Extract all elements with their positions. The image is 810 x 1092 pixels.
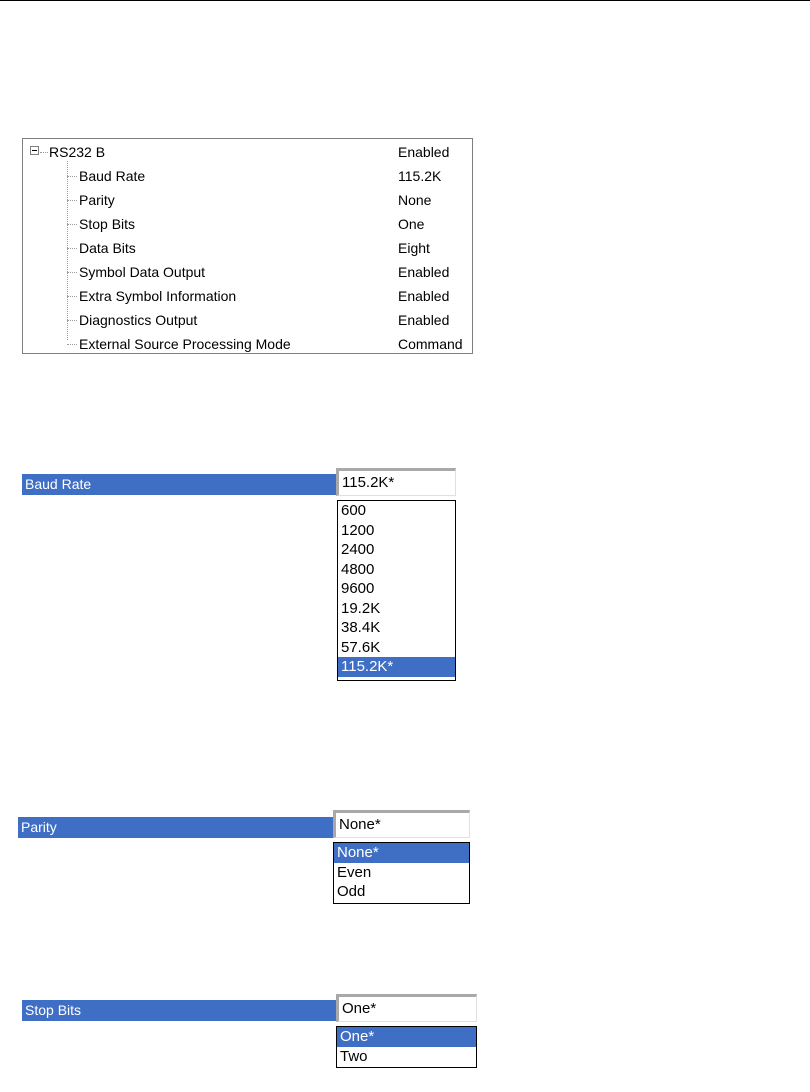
tree-item-label: Stop Bits (79, 216, 136, 232)
baud-rate-option[interactable]: 2400 (341, 541, 375, 558)
tree-item-value: Command (398, 336, 463, 352)
tree-connector (67, 176, 77, 177)
baud-rate-option[interactable]: 4800 (341, 560, 375, 578)
tree-row-extra-symbol-information[interactable] (23, 284, 472, 308)
baud-rate-option[interactable]: 19.2K (341, 599, 381, 617)
tree-connector (67, 344, 77, 345)
tree-connector (67, 200, 77, 201)
baud-rate-option[interactable]: 57.6K (341, 638, 381, 656)
tree-row-diagnostics-output[interactable] (23, 308, 472, 332)
tree-item-label: Extra Symbol Information (79, 288, 237, 304)
tree-item-label: Baud Rate (79, 168, 146, 184)
tree-row-baud-rate[interactable] (23, 164, 472, 188)
tree-item-value: None (398, 192, 432, 208)
stop-bits-label-bar: Stop Bits (22, 1000, 340, 1021)
parity-dropdown-list (333, 842, 470, 904)
tree-connector (67, 320, 77, 321)
collapse-icon[interactable] (30, 146, 39, 155)
tree-item-value: Eight (398, 240, 430, 256)
parity-option-selected[interactable]: None* (334, 843, 469, 863)
baud-rate-label-bar: Baud Rate (22, 474, 340, 495)
baud-rate-option[interactable]: 1200 (341, 521, 375, 539)
tree-item-value: Enabled (398, 312, 450, 328)
tree-item-label: Diagnostics Output (79, 312, 198, 328)
tree-row-stop-bits[interactable] (23, 212, 472, 236)
tree-row-symbol-data-output[interactable] (23, 260, 472, 284)
tree-item-label: External Source Processing Mode (79, 336, 291, 352)
tree-root-value: Enabled (398, 144, 450, 160)
tree-item-label: Data Bits (79, 240, 136, 256)
tree-row-parity[interactable] (23, 188, 472, 212)
parity-select[interactable]: None* (333, 810, 470, 838)
stop-bits-option-selected[interactable]: One* (337, 1027, 476, 1047)
stop-bits-option[interactable]: Two (340, 1047, 368, 1065)
tree-row-data-bits[interactable] (23, 236, 472, 260)
tree-row-external-source-processing-mode[interactable] (23, 332, 472, 356)
tree-root-label: RS232 B (49, 144, 106, 160)
tree-connector (40, 152, 48, 153)
stop-bits-select[interactable]: One* (336, 994, 477, 1022)
tree-item-value: One (398, 216, 425, 232)
baud-rate-select[interactable]: 115.2K* (336, 468, 456, 496)
parity-option[interactable]: Even (337, 863, 372, 881)
baud-rate-dropdown-list (337, 500, 456, 681)
tree-connector (67, 296, 77, 297)
parity-label-bar: Parity (18, 817, 338, 838)
baud-rate-option[interactable]: 38.4K (341, 619, 381, 636)
tree-item-value: Enabled (398, 264, 450, 280)
tree-item-value: Enabled (398, 288, 450, 304)
baud-rate-option-selected[interactable]: 115.2K* (338, 657, 455, 677)
tree-connector (67, 248, 77, 249)
baud-rate-option[interactable]: 600 (341, 502, 367, 519)
baud-rate-option[interactable]: 9600 (341, 580, 375, 597)
tree-item-label: Symbol Data Output (79, 264, 206, 280)
tree-item-label: Parity (79, 192, 115, 208)
tree-connector (67, 272, 77, 273)
tree-item-value: 115.2K (398, 168, 442, 184)
parity-option[interactable]: Odd (337, 883, 366, 900)
tree-row-rs232b[interactable] (23, 140, 472, 164)
rs232b-tree[interactable] (22, 138, 473, 354)
tree-connector (67, 224, 77, 225)
top-rule (0, 0, 810, 1)
stop-bits-dropdown-list (336, 1026, 477, 1068)
